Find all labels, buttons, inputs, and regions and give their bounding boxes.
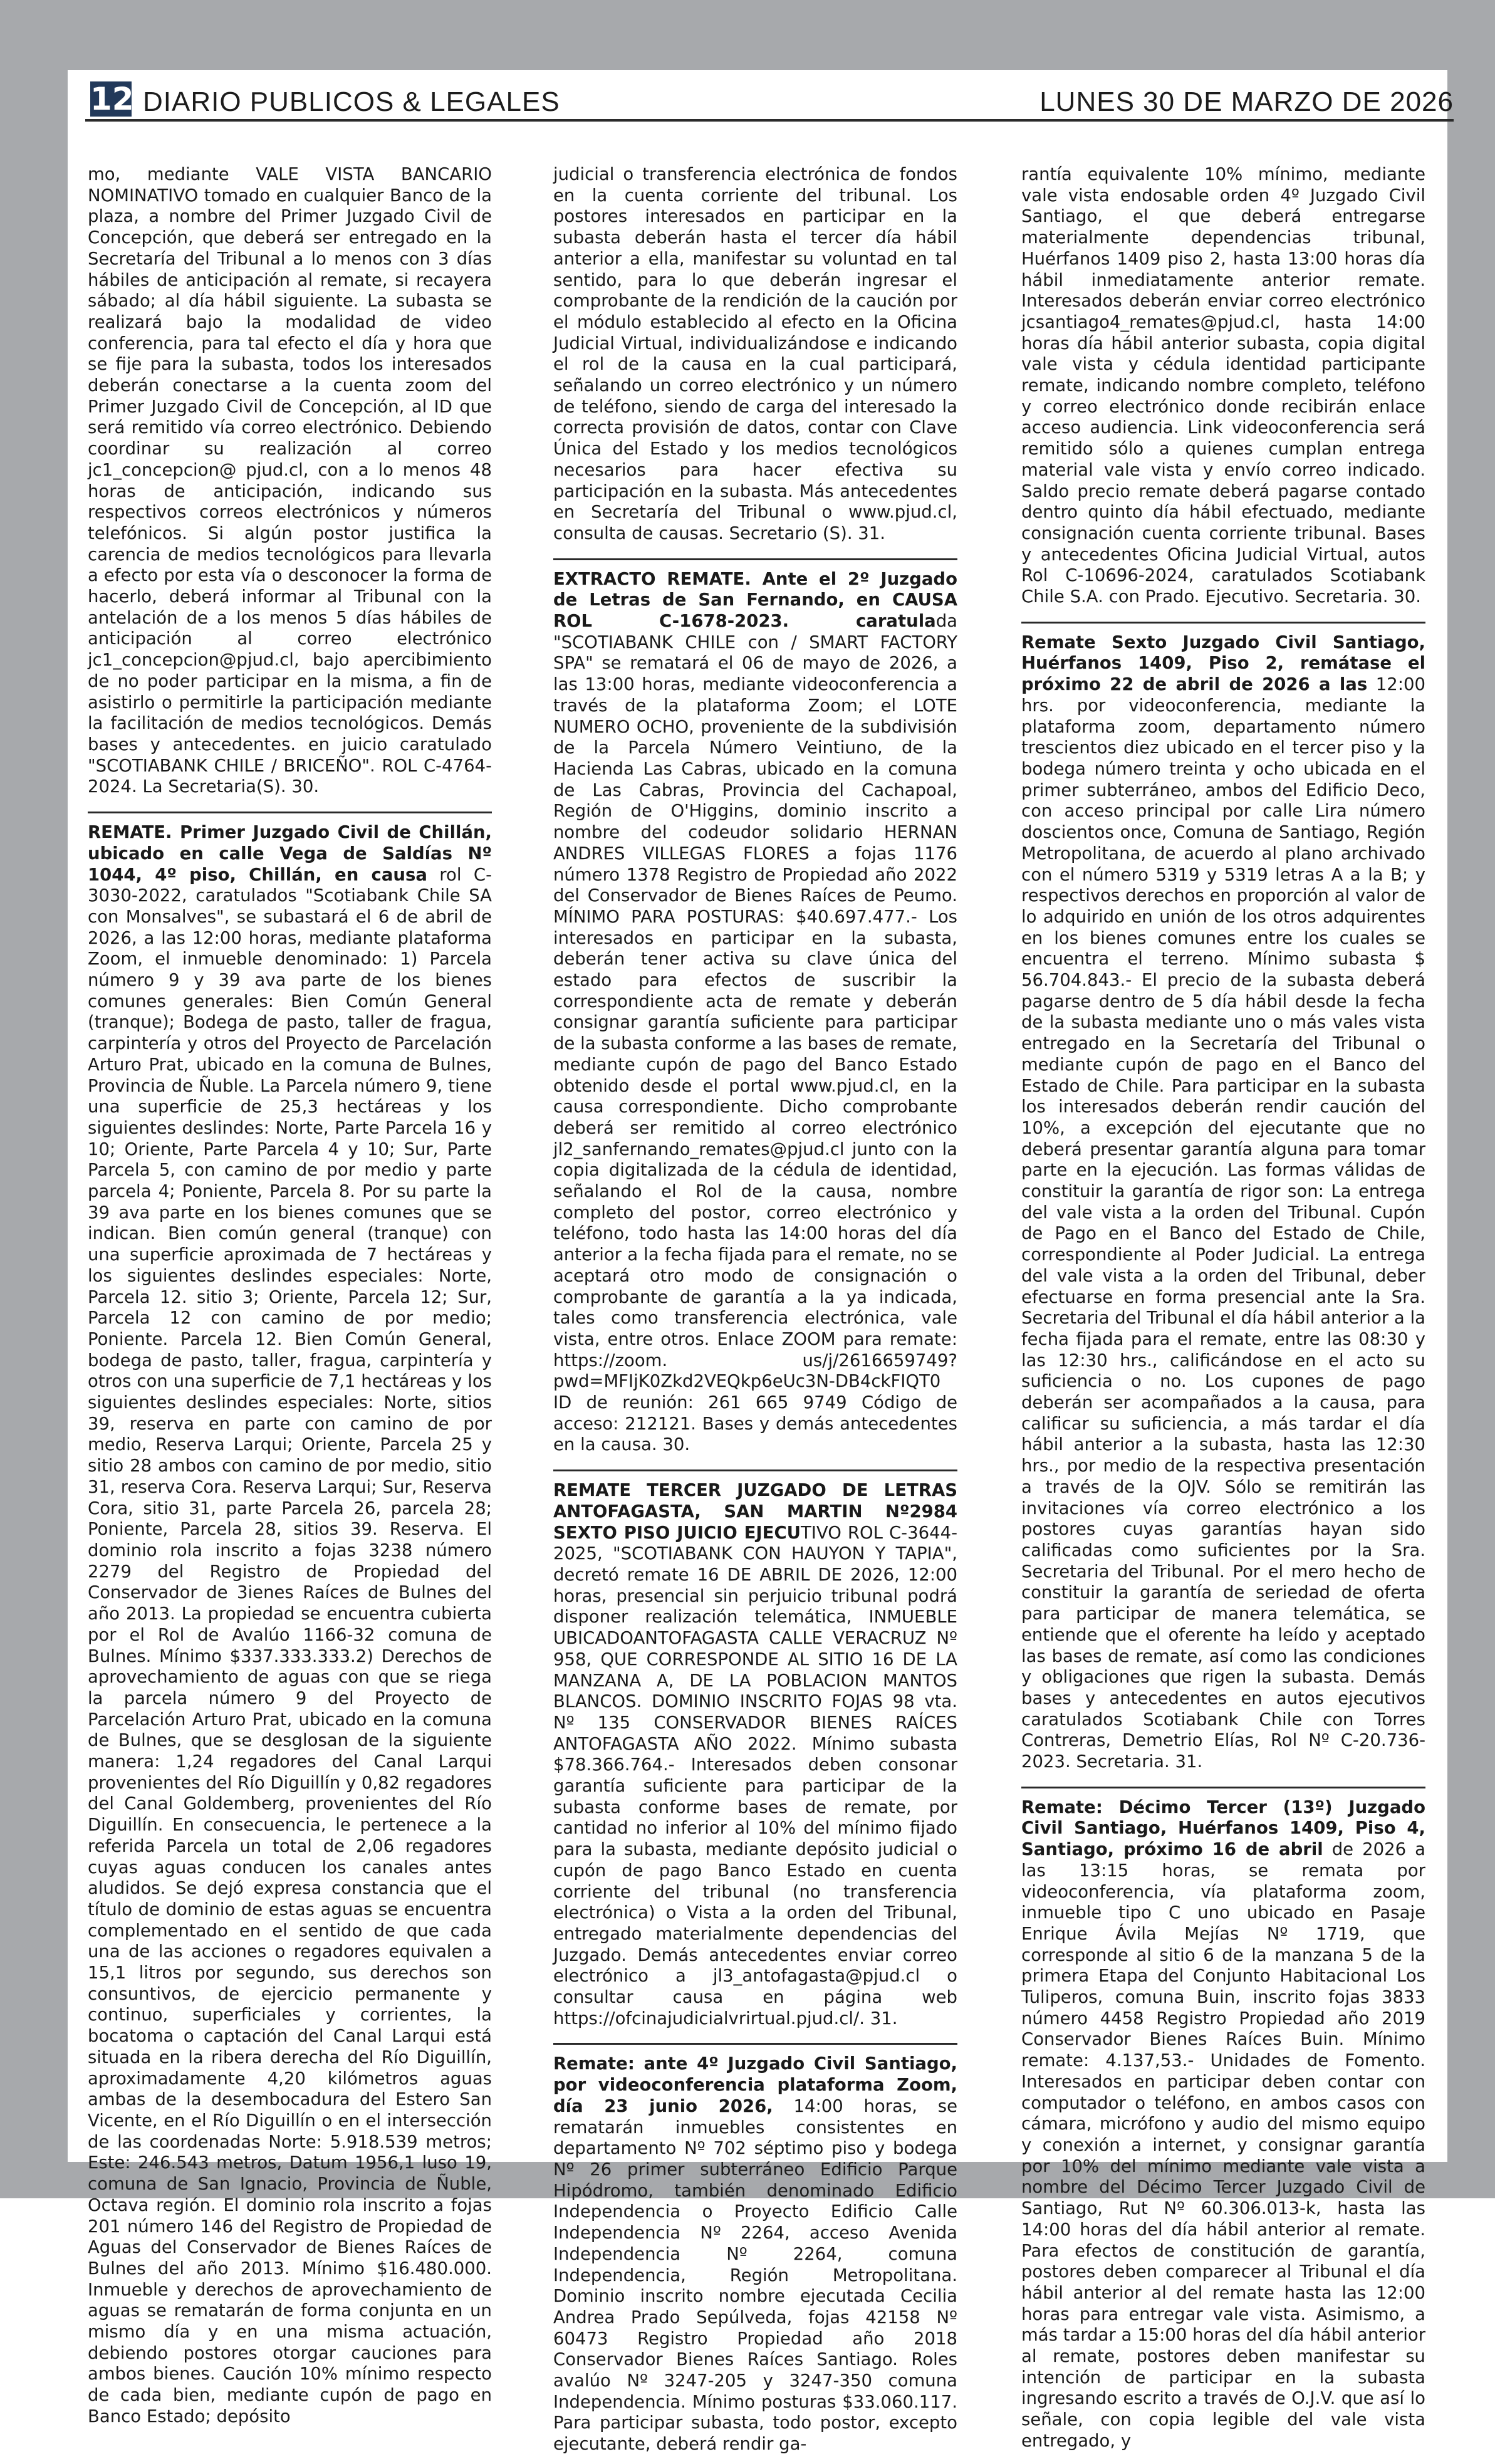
publication-title: DIARIO PUBLICOS & LEGALES	[143, 86, 560, 117]
notice-body: 14:00 horas, se rematarán inmuebles consistentes en departamento Nº 702 séptimo piso y bodega Nº 26 primer subterráneo Edificio Parque Hipódromo, también denominado Edificio Independencia o Proyecto Edificio Calle Independencia Nº 2264, acceso Avenida Independencia Nº 2264, comuna Independencia, Región Metropolitana. Dominio inscrito nombre ejecutada Cecilia Andrea Prado Sepúlveda, fojas 42158 Nº 60473 Registro Propiedad año 2018 Conservador Bienes Raíces Santiago. Roles avalúo Nº 3247-205 y 3247-350 comuna Independencia. Mínimo posturas $33.060.117. Para participar subasta, todo postor, excepto ejecutante, deberá rendir ga-	[553, 2096, 957, 2455]
notice-text	[553, 164, 957, 545]
notice-heading: Remate Sexto Juzgado Civil Santiago, Huérfanos 1409, Piso 2, remátase el próximo 22 de abril de 2026 a las	[1021, 632, 1425, 695]
notice-text	[553, 1480, 957, 2029]
notice-separator	[1021, 1787, 1425, 1788]
notice-text	[88, 822, 492, 2427]
legal-notice	[553, 569, 957, 1465]
legal-notice	[1021, 1797, 1425, 2461]
notice-text	[1021, 1797, 1425, 2452]
page-frame-top	[0, 0, 1495, 70]
notice-body: judicial o transferencia electrónica de fondos en la cuenta corriente del tribunal. Los postores interesados en participar en la subasta deberán hasta el tercer día hábil anterior a ella, manifestar su voluntad en tal sentido, para lo que deberán ingresar el comprobante de la rendición de la caución por el módulo establecido al efecto en la Oficina Judicial Virtual, individualizándose e indicando el rol de la causa en la cual participará, señalando un correo electrónico y un número de teléfono, siendo de carga del interesado la correcta provisión de datos, contar con Clave Única del Estado y los medios tecnológicos necesarios para hacer efectiva su participación en la subasta. Más antecedentes en Secretaría del Tribunal o www.pjud.cl, consulta de causas. Secretario (S). 31.	[553, 164, 957, 543]
notice-body: de 2026 a las 13:15 horas, se remata por videoconferencia, vía plataforma zoom, inmueble tipo C uno ubicado en Pasaje Enrique Ávila Mejías Nº 1719, que corresponde al sitio 6 de la manzana 5 de la primera Etapa del Conjunto Habitacional Los Tuliperos, comuna Buin, inscrito fojas 3833 número 4458 Registro Propiedad año 2019 Conservador Bienes Raíces Buin. Mínimo remate: 4.137,53.- Unidades de Fomento. Interesados en participar deben contar con computador o teléfono, en ambos casos con cámara, micrófono y audio del mismo equipo y conexión a internet, y consignar garantía por 10% del mínimo mediante vale vista a nombre del Décimo Tercer Juzgado Civil de Santiago, Rut Nº 60.306.013-k, hasta las 14:00 horas del día hábil anterior al remate. Para efectos de constitución de garantía, postores deben comparecer al Tribunal el día hábil anterior al del remate hasta las 12:00 horas para entregar vale vista. Asimismo, a más tardar a 15:00 horas del día hábil anterior al remate, postores deben manifestar su intención de participar en la subasta ingresando escrito a través de O.J.V. que así lo señale, con copia legible del vale vista entregado, y	[1021, 1839, 1426, 2451]
page-frame-right	[1447, 0, 1495, 2198]
notice-heading: Remate: ante 4º Juzgado Civil Santiago, por videoconferencia plataforma Zoom, día 23 junio 2026,	[553, 2054, 957, 2116]
notice-heading: EXTRACTO REMATE. Ante el 2º Juzgado de Letras de San Fernando, en CAUSA ROL C-1678-2023. caratula	[553, 568, 957, 632]
notice-text	[88, 164, 492, 798]
notice-heading: REMATE. Primer Juzgado Civil de Chillán, ubicado en calle Vega de Saldías Nº 1044, 4º piso, Chillán, en causa	[88, 822, 492, 885]
publication-date: LUNES 30 DE MARZO DE 2026	[1039, 86, 1454, 117]
notice-heading: Remate: Décimo Tercer (13º) Juzgado Civil Santiago, Huérfanos 1409, Piso 4, Santiago, próximo 16 de abril	[1021, 1797, 1425, 1860]
notice-text	[1021, 632, 1425, 1773]
notice-body: mo, mediante VALE VISTA BANCARIO NOMINATIVO tomado en cualquier Banco de la plaza, a nombre del Primer Juzgado Civil de Concepción, que deberá ser entregado en la Secretaría del Tribunal a lo menos con 3 días hábiles de anticipación al remate, si recayera sábado; al día hábil siguiente. La subasta se realizará bajo la modalidad de video conferencia, para tal efecto el día y hora que se fije para la subasta, todos los interesados deberán conectarse a la cuenta zoom del Primer Juzgado Civil de Concepción, al ID que será remitido vía correo electrónico. Debiendo coordinar su realización al correo jc1_concepcion@ pjud.cl, con a lo menos 48 horas de anticipación, indicando sus respectivos correos electrónicos y números telefónicos. Si algún postor justifica la carencia de medios tecnológicos para llevarla a efecto por esta vía o desconocer la forma de hacerlo, deberá informar al Tribunal con la antelación de a los menos 5 días hábiles de anticipación al correo electrónico jc1_concepcion@pjud.cl, bajo apercibimiento de no poder participar en la misma, a fin de asistirlo o permitirle la participación mediante la facilitación de medios tecnológicos. Demás bases y antecedentes. en juicio caratulado "SCOTIABANK CHILE / BRICEÑO". ROL C-4764-2024. La Secretaria(S). 30.	[88, 164, 492, 797]
notice-text	[553, 569, 957, 1456]
legal-notice	[88, 822, 492, 2436]
column-2	[553, 164, 957, 2455]
page-header	[85, 80, 1454, 122]
legal-notice	[553, 164, 957, 553]
legal-notice	[1021, 632, 1425, 1782]
legal-notice	[553, 1480, 957, 2038]
notice-heading: REMATE TERCER JUZGADO DE LETRAS ANTOFAGASTA, SAN MARTIN Nº2984 SEXTO PISO JUICIO EJECU	[553, 1480, 957, 1543]
page-frame-left	[0, 0, 68, 2198]
legal-notice	[88, 164, 492, 807]
page-number: 12	[90, 81, 134, 117]
notice-body: TIVO ROL C-3644-2025, "SCOTIABANK CON HAUYON Y TAPIA", decretó remate 16 DE ABRIL DE 2026, 12:00 horas, presencial sin perjuicio tribunal podrá disponer realización telemática, INMUEBLE UBICADOANTOFAGASTA CALLE VERACRUZ Nº 958, QUE CORRESPONDE AL SITIO 16 DE LA MANZANA A, DE LA POBLACION MANTOS BLANCOS. DOMINIO INSCRITO FOJAS 98 vta. Nº 135 CONSERVADOR BIENES RAÍCES ANTOFAGASTA AÑO 2022. Mínimo subasta $78.366.764.- Interesados deben consonar garantía suficiente para participar de la subasta conforme bases de remate, por cantidad no inferior al 10% del mínimo fijado para la subasta, mediante depósito judicial o cupón de pago Banco Estado en cuenta corriente del tribunal (no transferencia electrónica) o Vista a la orden del Tribunal, entregado materialmente dependencias del Juzgado. Demás antecedentes enviar correo electrónico a jl3_antofagasta@pjud.cl o consultar causa en página web https://ofcinajudicialvrirtual.pjud.cl/. 31.	[553, 1522, 957, 2028]
notice-body: rol C-3030-2022, caratulados "Scotiabank Chile SA con Monsalves", se subastará el 6 de abril de 2026, a las 12:00 horas, mediante plataforma Zoom, el inmueble denominado: 1) Parcela número 9 y 39 ava parte de los bienes comunes generales: Bien Común General (tranque); Bodega de pasto, taller de fragua, carpintería y otros del Proyecto de Parcelación Arturo Prat, ubicado en la comuna de Bulnes, Provincia de Ñuble. La Parcela número 9, tiene una superficie de 25,3 hectáreas y los siguientes deslindes: Norte, Parte Parcela 16 y 10; Oriente, Parte Parcela 4 y 10; Sur, Parte Parcela 5, con camino de por medio y parte parcela 4; Poniente, Parcela 8. Por su parte la 39 ava parte en los bienes comunes que se indican. Bien común general (tranque) con una superficie aproximada de 7 hectáreas y los siguientes deslindes especiales: Norte, Parcela 12. sitio 3; Oriente, Parcela 12; Sur, Parcela 12 con camino de por medio; Poniente. Parcela 12. Bien Común General, bodega de pasto, taller, fragua, carpintería y otros con una superficie de 7,1 hectáreas y los siguientes deslindes especiales: Norte, sitios 39, reserva en parte con camino de por medio, Reserva Larqui; Oriente, Parcela 25 y sitio 28 ambos con camino de por medio, sitio 31, reserva Cora. Reserva Larqui; Sur, Reserva Cora, sitio 31, parte Parcela 26, parcela 28; Poniente, Parcela 28, sitios 39. Reserva. El dominio rola inscrito a fojas 3238 número 2279 del Registro de Propiedad del Conservador de 3ienes Raíces de Bulnes del año 2013. La propiedad se encuentra cubierta por el Rol de Avalúo 1166-32 comuna de Bulnes. Mínimo $337.333.333.2) Derechos de aprovechamiento de aguas con que se riega la parcela número 9 del Proyecto de Parcelación Arturo Prat, ubicado en la comuna de Bulnes, que se desglosan de la siguiente manera: 1,24 regadores del Canal Larqui provenientes del Río Diguillín y 0,82 regadores del Canal Goldemberg, provenientes del Río Diguillín. En consecuencia, le pertenece a la referida Parcela un total de 2,06 regadores cuyas aguas conducen los canales antes aludidos. Se dejó expresa constancia que el título de dominio de estas aguas se encuentra complementado en el sentido de que cada una de las acciones o regadores equivalen a 15,1 litros por segundo, sus derechos son consuntivos, de ejercicio permanente y continuo, superficiales y corrientes, la bocatoma o captación del Canal Larqui está situada en la ribera derecha del Río Diguillín, aproximadamente 4,20 kilómetros aguas ambas de la desembocadura del Estero San Vicente, en el Río Diguillín o en el intersección de las coordenadas Norte: 5.918.539 metros; Este: 246.543 metros, Datum 1956,1 luso 19, comuna de San Ignacio, Provincia de Ñuble, Octava región. El dominio rola inscrito a fojas 201 número 146 del Registro de Propiedad de Aguas del Conservador de Bienes Raíces de Bulnes del año 2013. Mínimo $16.480.000. Inmueble y derechos de aprovechamiento de aguas se rematarán de forma conjunta en un mismo día y en una misma actuación, debiendo postores otorgar cauciones para ambos bienes. Caución 10% mínimo respecto de cada bien, mediante cupón de pago en Banco Estado; depósito	[88, 864, 492, 2426]
notice-separator	[553, 558, 957, 560]
notice-body: rantía equivalente 10% mínimo, mediante vale vista endosable orden 4º Juzgado Civil Santiago, el que deberá entregarse materialmente dependencias tribunal, Huérfanos 1409 piso 2, hasta 13:00 horas día hábil inmediatamente anterior remate. Interesados deberán enviar correo electrónico jcsantiago4_remates@pjud.cl, hasta 14:00 horas día hábil anterior subasta, copia digital vale vista y cédula identidad participante remate, indicando nombre completo, teléfono y correo electrónico donde recibirán enlace acceso audiencia. Link videoconferencia será remitido sólo a quienes cumplan entrega material vale vista y envío correo indicado. Saldo precio remate deberá pagarse contado dentro quinto día hábil efectuado, mediante consignación cuenta corriente tribunal. Bases y antecedentes Oficina Judicial Virtual, autos Rol C-10696-2024, caratulados Scotiabank Chile S.A. con Prado. Ejecutivo. Secretaria. 30.	[1021, 164, 1425, 607]
notice-separator	[1021, 622, 1425, 624]
column-1	[88, 164, 492, 2426]
notice-text	[1021, 164, 1425, 608]
legal-notice	[553, 2054, 957, 2463]
notice-separator	[553, 1470, 957, 1471]
notice-separator	[88, 812, 492, 813]
notice-body: 12:00 hrs. por videoconferencia, mediante la plataforma zoom, departamento número trescientos diez ubicado en el tercer piso y la bodega número treinta y ocho ubicada en el primer subterráneo, ambos del Edificio Deco, con acceso principal por calle Lira número doscientos once, Comuna de Santiago, Región Metropolitana, de acuerdo al plano archivado con el número 5319 y 5319 letras A a la B; y respectivos derechos en proporción al valor de lo adquirido en unión de los otros adquirentes en los bienes comunes entre los cuales se encuentra el terreno. Mínimo subasta $ 56.704.843.- El precio de la subasta deberá pagarse dentro de 5 día hábil desde la fecha de la subasta mediante uno o más vales vista entregado en la Secretaría del Tribunal o mediante cupón de pago en el Banco del Estado de Chile. Para participar en la subasta los interesados deberán rendir caución del 10%, a excepción del ejecutante que no deberá presentar garantía alguna para tomar parte en la ejecución. Las formas válidas de constituir la garantía de rigor son: La entrega del vale vista a la orden del Tribunal. Cupón de Pago en el Banco del Estado de Chile, correspondiente al Poder Judicial. La entrega del vale vista a la orden del Tribunal, deber efectuarse en forma presencial ante la Sra. Secretaria del Tribunal el día hábil anterior a la fecha fijada para el remate, entre las 08:30 y las 12:30 hrs., calificándose en el acto su suficiencia o no. Los cupones de pago deberán ser acompañados a la causa, para calificar su suficiencia, a más tardar el día hábil anterior a la subasta, hasta las 12:30 hrs., por medio de la respectiva presentación a través de la OJV. Sólo se remitirán las invitaciones vía correo electrónico a los postores cuyas garantías hayan sido calificadas como suficientes por la Sra. Secretaria del Tribunal. Por el mero hecho de constituir la garantía de seriedad de oferta para participar de manera telemática, se entiende que el oferente ha leído y aceptado las bases de remate, así como las condiciones y obligaciones que rigen la subasta. Demás bases y antecedentes en autos ejecutivos caratulados Scotiabank Chile con Torres Contreras, Demetrio Elías, Rol Nº C-20.736-2023. Secretaria. 31.	[1021, 674, 1425, 1772]
notice-text	[553, 2054, 957, 2455]
legal-notice	[1021, 164, 1425, 617]
notice-separator	[553, 2043, 957, 2045]
column-3	[1021, 164, 1426, 2451]
notice-body: da "SCOTIABANK CHILE con / SMART FACTORY SPA" se rematará el 06 de mayo de 2026, a las 13:00 horas, mediante videoconferencia a través de la plataforma Zoom; el LOTE NUMERO OCHO, proveniente de la subdivisión de la Parcela Número Veintiuno, de la Hacienda Las Cabras, ubicado en la comuna de Las Cabras, Provincia del Cachapoal, Región de O'Higgins, dominio inscrito a nombre del codeudor solidario HERNAN ANDRES VILLEGAS FLORES a fojas 1176 número 1378 Registro de Propiedad año 2022 del Conservador de Bienes Raíces de Peumo. MÍNIMO PARA POSTURAS: $40.697.477.- Los interesados en participar en la subasta, deberán tener activa su clave única del estado para efectos de suscribir la correspondiente acta de remate y deberán consignar garantía suficiente para participar de la subasta conforme a las bases de remate, mediante cupón de pago del Banco Estado obtenido desde el portal www.pjud.cl, en la causa correspondiente. Dicho comprobante deberá ser remitido al correo electrónico jl2_sanfernando_remates@pjud.cl junto con la copia digitalizada de la cédula de identidad, señalando el Rol de la causa, nombre completo del postor, correo electrónico y teléfono, todo hasta las 14:00 horas del día anterior a la fecha fijada para el remate, no se aceptará otro modo de consignación o comprobante de garantía a la ya indicada, tales como transferencia electrónica, vale vista, entre otros. Enlace ZOOM para remate: https://zoom. us/j/2616659749?pwd=MFIjK0Zkd2VEQkp6eUc3N-DB4ckFIQT0 ID de reunión: 261 665 9749 Código de acceso: 212121. Bases y demás antecedentes en la causa. 30.	[553, 611, 957, 1455]
